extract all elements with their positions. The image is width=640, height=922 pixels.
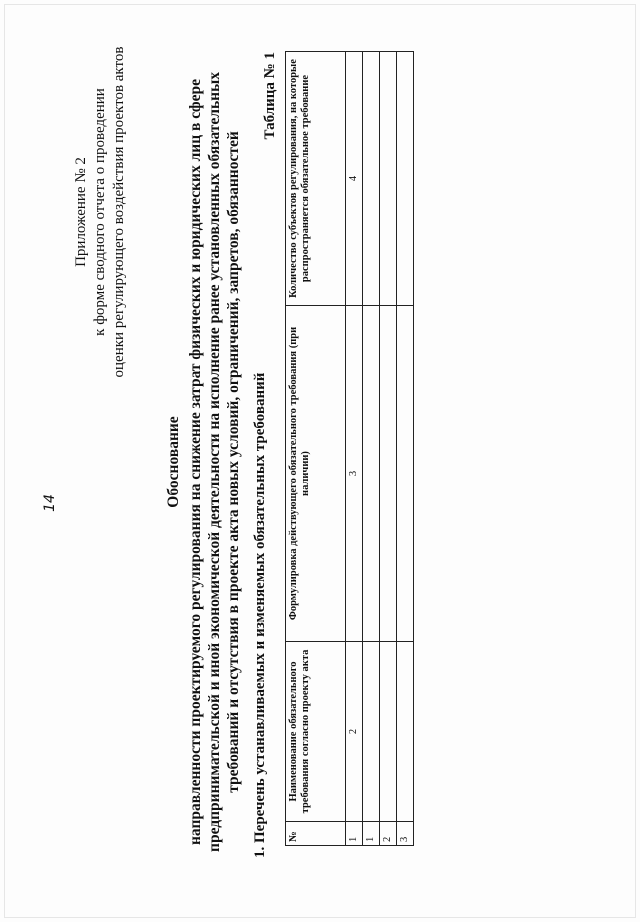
table-cell: 1 xyxy=(363,822,380,846)
table-cell xyxy=(397,52,414,306)
table-cell xyxy=(397,306,414,642)
title-line-2: предпринимательской и иной экономической деятельности на исполнение ранее установленных обязательных xyxy=(206,72,223,852)
table-cell xyxy=(380,642,397,822)
header-current-wording: Формулировка действующего обязательного требования (при наличии) xyxy=(286,306,346,642)
appendix-line-3: оценки регулирующего воздействия проектов актов xyxy=(111,46,127,378)
header-subjects-count: Количество субъектов регулирования, на которые распространяется обязательное требование xyxy=(286,52,346,306)
title-line-3: требований и отсутствия в проекте акта новых условий, ограничений, запретов, обязанностей xyxy=(225,131,242,793)
table-cell: 2 xyxy=(380,822,397,846)
header-requirement-name: Наименование обязательного требования согласно проекту акта xyxy=(286,642,346,822)
table-header-row xyxy=(286,52,346,846)
page-number: 14 xyxy=(42,494,58,512)
column-number-cell: 2 xyxy=(346,642,363,822)
table-cell xyxy=(380,52,397,306)
title-main: Обоснование xyxy=(165,416,182,508)
table-cell xyxy=(380,306,397,642)
title-line-1: направленности проектируемого регулирования на снижение затрат физических и юридических лиц в сфере xyxy=(187,78,204,846)
column-number-cell: 1 xyxy=(346,822,363,846)
column-number-row xyxy=(346,52,363,846)
table-cell xyxy=(363,306,380,642)
column-number-cell: 3 xyxy=(346,306,363,642)
table-cell xyxy=(397,642,414,822)
table-label: Таблица № 1 xyxy=(262,52,278,140)
appendix-line-1: Приложение № 2 xyxy=(73,157,89,267)
document-title xyxy=(164,62,243,862)
column-number-cell: 4 xyxy=(346,52,363,306)
header-number: № xyxy=(286,822,346,846)
table-cell xyxy=(363,642,380,822)
section-heading: 1. Перечень устанавливаемых и изменяемых обязательных требований xyxy=(252,372,268,858)
table-row xyxy=(380,52,397,846)
table-cell xyxy=(363,52,380,306)
table-cell: 3 xyxy=(397,822,414,846)
appendix-block xyxy=(72,42,129,382)
requirements-table xyxy=(285,51,414,846)
table-row xyxy=(363,52,380,846)
appendix-line-2: к форме сводного отчета о проведении xyxy=(92,88,108,336)
table-row xyxy=(397,52,414,846)
